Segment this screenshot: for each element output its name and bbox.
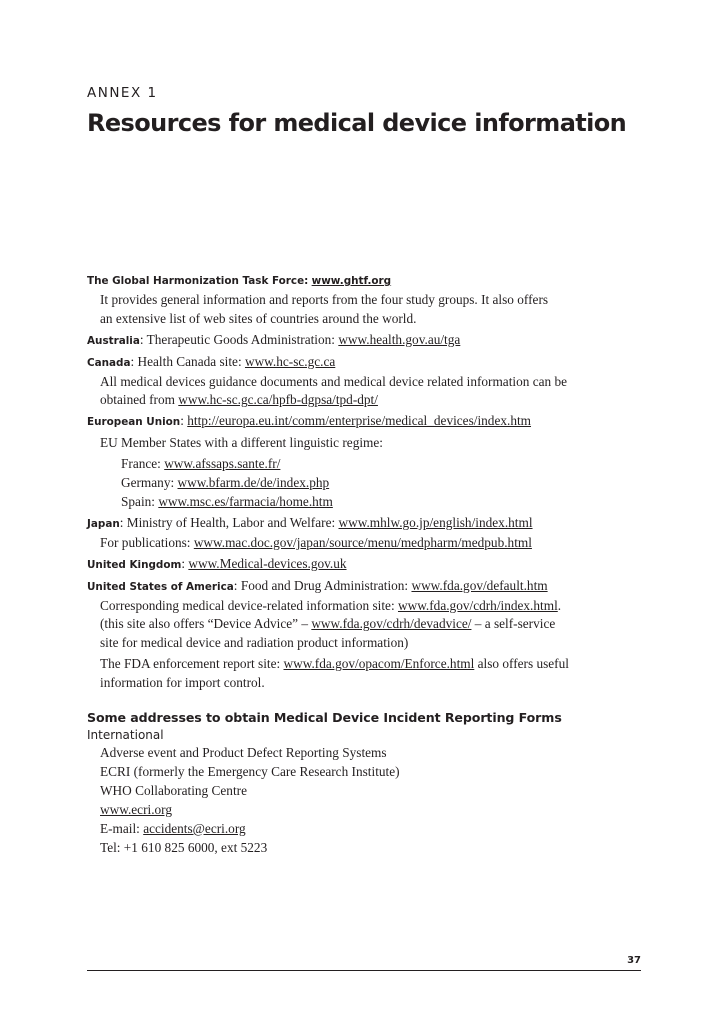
forms-line-3: WHO Collaborating Centre bbox=[100, 782, 247, 798]
uk-entry bbox=[87, 555, 567, 575]
japan-publications-label: For publications: bbox=[100, 534, 194, 550]
forms-tel-line: Tel: +1 610 825 6000, ext 5223 bbox=[100, 839, 268, 855]
usa-enforcement-text: The FDA enforcement report site: bbox=[100, 656, 284, 672]
usa-enforcement-link[interactable]: www.fda.gov/opacom/Enforce.html bbox=[283, 656, 475, 672]
annex-label: ANNEX 1 bbox=[87, 85, 158, 101]
usa-import-control-line: information for import control. bbox=[100, 675, 265, 691]
japan-link[interactable]: www.mhlw.go.jp/english/index.html bbox=[338, 514, 533, 530]
japan-entry bbox=[87, 514, 567, 534]
usa-device-advice-entry bbox=[87, 615, 567, 634]
japan-text: : Ministry of Health, Labor and Welfare: bbox=[119, 514, 339, 530]
usa-device-advice-link[interactable]: www.fda.gov/cdrh/devadvice/ bbox=[311, 616, 472, 632]
usa-label: United States of America bbox=[87, 580, 234, 593]
canada-obtained-text: obtained from bbox=[100, 392, 179, 408]
australia-link[interactable]: www.health.gov.au/tga bbox=[338, 331, 461, 347]
canada-link[interactable]: www.hc-sc.gc.ca bbox=[244, 353, 336, 369]
forms-email-label: E-mail: bbox=[100, 820, 144, 836]
canada-label: Canada bbox=[87, 356, 131, 369]
eu-germany-label: Germany: bbox=[121, 475, 178, 491]
usa-device-advice-text: (this site also offers “Device Advice” – bbox=[100, 616, 312, 632]
ghtf-label: The Global Harmonization Task Force: bbox=[87, 275, 309, 287]
forms-line-2: ECRI (formerly the Emergency Care Research Institute) bbox=[100, 763, 400, 779]
eu-spain-label: Spain: bbox=[121, 493, 159, 509]
usa-radiation-line: site for medical device and radiation product information) bbox=[100, 635, 409, 651]
ghtf-link[interactable]: www.ghtf.org bbox=[311, 275, 392, 287]
usa-cdrh-period: . bbox=[557, 597, 562, 613]
canada-text: : Health Canada site: bbox=[130, 353, 245, 369]
ghtf-entry bbox=[87, 271, 567, 291]
uk-label: United Kingdom bbox=[87, 558, 182, 571]
australia-label: Australia bbox=[87, 334, 140, 347]
forms-heading: Some addresses to obtain Medical Device Incident Reporting Forms bbox=[87, 710, 562, 726]
footer-rule bbox=[87, 970, 641, 971]
japan-publications-entry bbox=[87, 534, 567, 553]
page-title: Resources for medical device information bbox=[87, 109, 627, 137]
australia-entry bbox=[87, 331, 567, 351]
eu-label: European Union bbox=[87, 416, 181, 429]
ghtf-description-line-1: It provides general information and reports from the four study groups. It also offers bbox=[100, 291, 549, 307]
eu-germany-entry bbox=[87, 474, 567, 493]
ecri-link[interactable]: www.ecri.org bbox=[100, 801, 173, 817]
ghtf-description-line-2: an extensive list of web sites of countries around the world. bbox=[100, 310, 417, 326]
japan-publications-link[interactable]: www.mac.doc.gov/japan/source/menu/medpharm/medpub.html bbox=[193, 534, 532, 550]
page-number: 37 bbox=[627, 955, 641, 966]
eu-germany-link[interactable]: www.bfarm.de/de/index.php bbox=[177, 475, 330, 491]
canada-description-line-1: All medical devices guidance documents and medical device related information can be bbox=[100, 373, 568, 389]
forms-subheading: International bbox=[87, 728, 164, 743]
usa-cdrh-link[interactable]: www.fda.gov/cdrh/index.html bbox=[397, 597, 558, 613]
uk-sep: : bbox=[181, 555, 189, 571]
usa-link[interactable]: www.fda.gov/default.htm bbox=[411, 577, 548, 593]
usa-entry bbox=[87, 577, 567, 597]
usa-device-advice-post: – a self-service bbox=[471, 616, 556, 632]
eu-france-label: France: bbox=[121, 456, 165, 472]
forms-email-entry bbox=[87, 820, 567, 839]
usa-cdrh-entry bbox=[87, 597, 567, 616]
canada-tpd-link[interactable]: www.hc-sc.gc.ca/hpfb-dgpsa/tpd-dpt/ bbox=[178, 392, 378, 408]
uk-link[interactable]: www.Medical-devices.gov.uk bbox=[188, 555, 347, 571]
eu-france-link[interactable]: www.afssaps.sante.fr/ bbox=[164, 456, 281, 472]
forms-line-1: Adverse event and Product Defect Reporting Systems bbox=[100, 745, 387, 761]
resource-list bbox=[87, 271, 567, 857]
forms-website-entry bbox=[87, 801, 567, 820]
eu-france-entry bbox=[87, 455, 567, 474]
japan-label: Japan bbox=[87, 517, 120, 530]
usa-enforcement-post: also offers useful bbox=[474, 656, 569, 672]
canada-description-line-2 bbox=[87, 391, 567, 410]
eu-sep: : bbox=[180, 413, 188, 429]
usa-cdrh-text: Corresponding medical device-related information site: bbox=[100, 597, 398, 613]
eu-entry bbox=[87, 412, 567, 432]
eu-link[interactable]: http://europa.eu.int/comm/enterprise/medical_devices/index.htm bbox=[187, 413, 532, 429]
ecri-email-link[interactable]: accidents@ecri.org bbox=[143, 820, 246, 836]
eu-spain-link[interactable]: www.msc.es/farmacia/home.htm bbox=[158, 493, 333, 509]
eu-spain-entry bbox=[87, 493, 567, 512]
canada-entry bbox=[87, 353, 567, 373]
usa-text: : Food and Drug Administration: bbox=[233, 577, 412, 593]
eu-member-states-text: EU Member States with a different linguistic regime: bbox=[100, 435, 383, 451]
usa-enforcement-entry bbox=[87, 655, 567, 674]
australia-text: : Therapeutic Goods Administration: bbox=[139, 331, 339, 347]
